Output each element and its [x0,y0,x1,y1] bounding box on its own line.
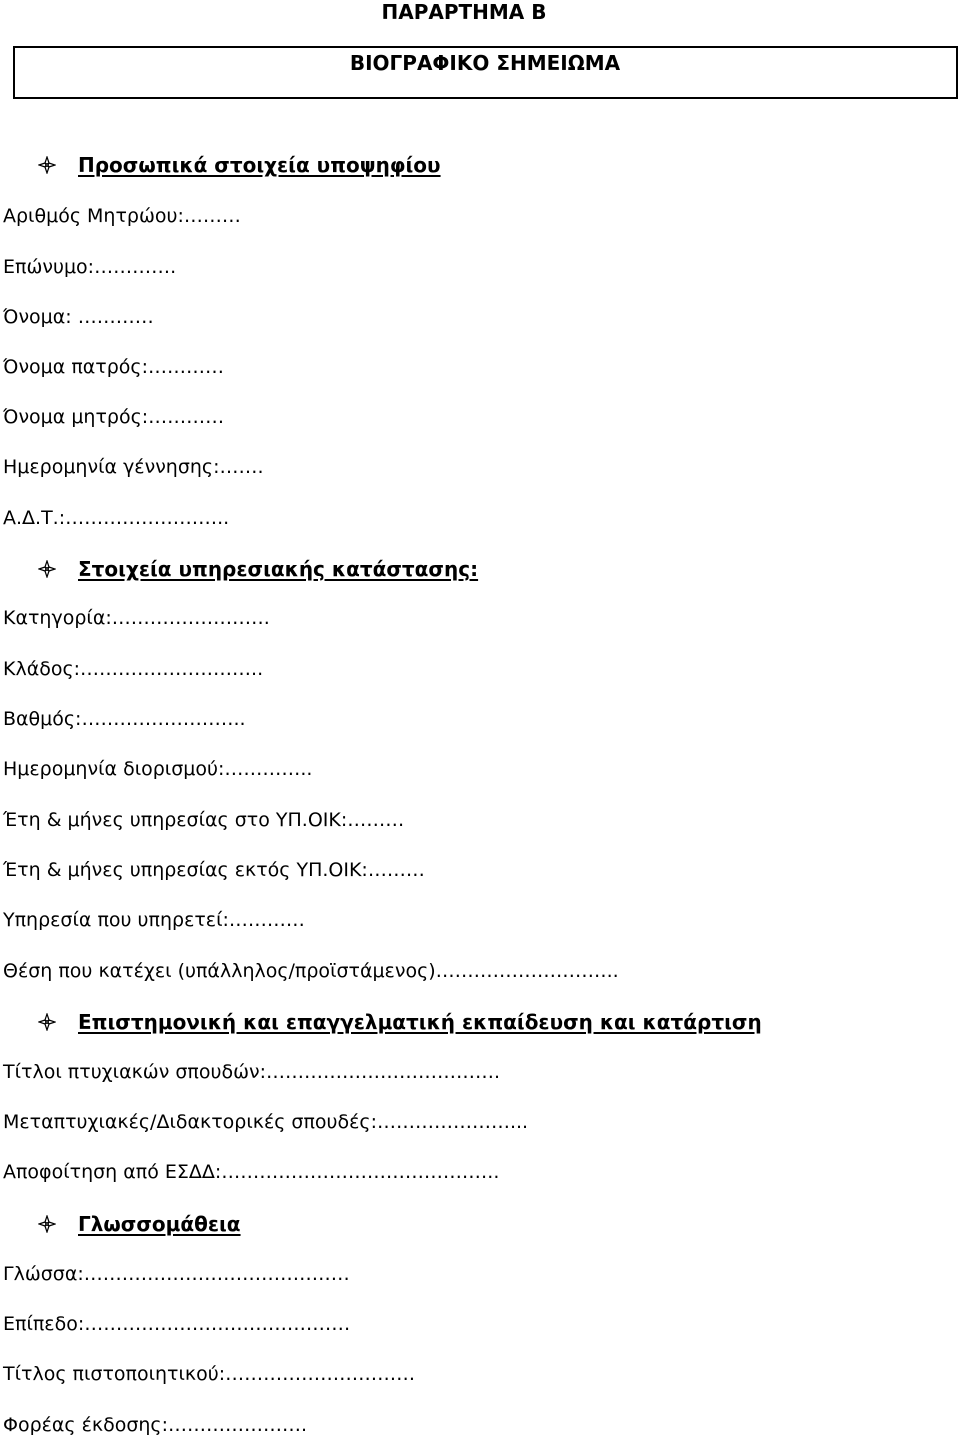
field-category: Κατηγορία:……………………. [3,607,270,629]
section-heading-label: Γλωσσομάθεια [78,1212,241,1236]
field-current-service: Υπηρεσία που υπηρετεί:………… [3,909,305,931]
field-degree-titles: Τίτλοι πτυχιακών σπουδών:………………………………. [3,1061,501,1083]
diamond-bullet-icon [38,560,56,578]
diamond-bullet-icon [38,1215,56,1233]
section-heading-service [38,555,478,583]
field-registry-number: Αριθμός Μητρώου:……… [3,205,241,227]
section-heading-languages [38,1210,241,1238]
appendix-title: ΠΑΡΑΡΤΗΜΑ Β [381,0,547,24]
field-id-number: Α.Δ.Τ.:…………………….. [3,507,230,529]
field-grade: Βαθμός:…………………….. [3,708,246,730]
field-issuing-body: Φορέας έκδοσης:…………………. [3,1414,308,1436]
field-esdd-graduation: Αποφοίτηση από ΕΣΔΔ:…………………………………….. [3,1161,500,1183]
diamond-bullet-icon [38,1013,56,1031]
field-appointment-date: Ημερομηνία διορισμού:………….. [3,758,313,780]
cv-title: ΒΙΟΓΡΑΦΙΚΟ ΣΗΜΕΙΩΜΑ [349,51,621,75]
section-heading-personal [38,151,441,179]
field-certificate-title: Τίτλος πιστοποιητικού:………………………… [3,1363,416,1385]
field-surname: Επώνυμο:…………. [3,256,177,278]
section-heading-label: Στοιχεία υπηρεσιακής κατάστασης: [78,557,479,581]
field-mother-name: Όνομα μητρός:………… [3,406,225,428]
diamond-bullet-icon [38,156,56,174]
section-heading-education [38,1008,762,1036]
field-level: Επίπεδο:…………………………………… [3,1313,351,1335]
field-service-years-inside: Έτη & μήνες υπηρεσίας στο ΥΠ.ΟΙΚ:……… [3,809,405,831]
section-heading-label: Προσωπικά στοιχεία υποψηφίου [78,153,441,177]
field-father-name: Όνομα πατρός:………… [3,356,224,378]
field-position: Θέση που κατέχει (υπάλληλος/προϊστάμενος)……………………….. [3,960,619,982]
field-postgraduate-studies: Μεταπτυχιακές/Διδακτορικές σπουδές:…………………... [3,1111,529,1133]
field-language: Γλώσσα:…………………………………… [3,1263,350,1285]
field-branch: Κλάδος:……………………….. [3,658,264,680]
field-first-name: Όνομα: ………… [3,306,154,328]
section-heading-label: Επιστημονική και επαγγελματική εκπαίδευση και κατάρτιση [78,1010,762,1034]
field-birth-date: Ημερομηνία γέννησης:……. [3,456,264,478]
field-service-years-outside: Έτη & μήνες υπηρεσίας εκτός ΥΠ.ΟΙΚ:……… [3,859,425,881]
